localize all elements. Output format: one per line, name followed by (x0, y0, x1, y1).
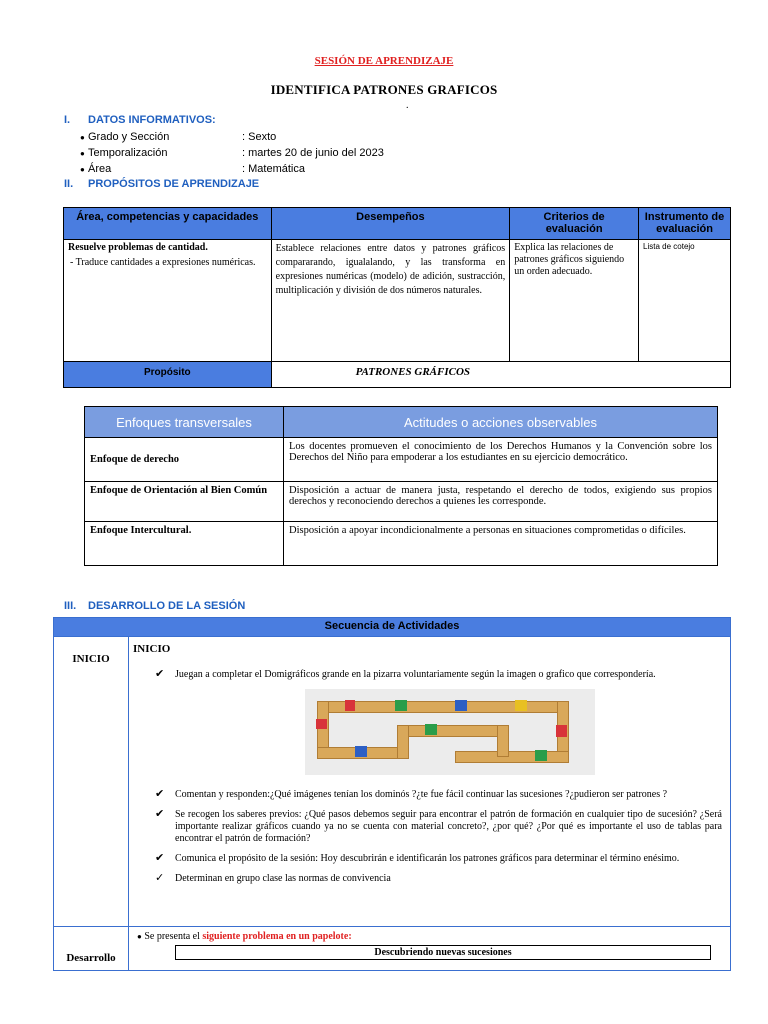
header-area: Área, competencias y capacidades (64, 208, 272, 240)
check-icon: ✔ (155, 668, 165, 680)
session-label: SESIÓN DE APRENDIZAJE (314, 55, 454, 67)
info-value: : Sexto (242, 131, 277, 143)
list-item (133, 873, 722, 885)
section-propositos-heading (64, 178, 259, 190)
enfoque-row (85, 482, 718, 522)
competencia-text: Resuelve problemas de cantidad. (68, 242, 208, 253)
check-icon: ✔ (155, 852, 165, 864)
list-item (133, 809, 722, 845)
section-title: DATOS INFORMATIVOS: (88, 114, 216, 126)
list-item-text: Juegan a completar el Domigráficos grande en la pizarra voluntariamente según la imagen o grafico que correspondería. (175, 669, 656, 680)
desarrollo-red-text: siguiente problema en un papelote: (202, 931, 352, 942)
header-criterios: Criterios de evaluación (510, 208, 639, 240)
section-title: DESARROLLO DE LA SESIÓN (88, 600, 246, 612)
problem-box: Descubriendo nuevas sucesiones (175, 945, 711, 960)
bullet-icon: ● (137, 932, 142, 941)
enfoque-row (85, 522, 718, 566)
bullet-icon: ● (80, 149, 85, 158)
check-icon: ✓ (155, 872, 165, 884)
enfoque-name: Enfoque de Orientación al Bien Común (85, 482, 284, 522)
cell-competencia (64, 240, 272, 362)
section-number: III. (64, 600, 77, 612)
section-datos-heading (64, 114, 216, 126)
capacidad-text: - Traduce cantidades a expresiones numéricas. (70, 257, 256, 268)
list-item (133, 669, 722, 681)
desarrollo-intro-text: Se presenta el (144, 931, 203, 942)
secuencia-title: Secuencia de Actividades (54, 618, 731, 637)
info-label: Grado y Sección (88, 131, 170, 143)
propositos-table (63, 207, 731, 388)
enfoque-name: Enfoque Intercultural. (85, 522, 284, 566)
check-icon: ✔ (155, 788, 165, 800)
header-enfoques: Enfoques transversales (85, 407, 284, 438)
section-desarrollo-heading (64, 600, 245, 612)
section-number: II. (64, 178, 74, 190)
title-dot: . (406, 100, 409, 111)
domino-image (305, 689, 595, 775)
info-value: : Matemática (242, 163, 305, 175)
header-actitudes: Actitudes o acciones observables (284, 407, 718, 438)
enfoque-actitud: Disposición a apoyar incondicionalmente a personas en situaciones comprometidas o difíciles. (284, 522, 718, 566)
cell-desempeno: Establece relaciones entre datos y patrones gráficos compararando, igualalando, y las transforma en expresiones numéricas (modelo) de adición, sustracción, multiplicación y división de dos números naturales. (271, 240, 510, 362)
enfoques-table (84, 406, 718, 566)
page-title: IDENTIFICA PATRONES GRAFICOS (270, 82, 498, 97)
info-label: Temporalización (88, 147, 168, 159)
list-item (133, 789, 722, 801)
phase-desarrollo-label: Desarrollo (54, 927, 129, 971)
secuencia-table (53, 617, 731, 971)
proposito-label: Propósito (64, 362, 272, 388)
section-title: PROPÓSITOS DE APRENDIZAJE (88, 178, 260, 190)
inicio-content (129, 637, 731, 927)
proposito-value: PATRONES GRÁFICOS (271, 362, 730, 388)
cell-criterio: Explica las relaciones de patrones gráficos siguiendo un orden adecuado. (510, 240, 639, 362)
check-icon: ✔ (155, 808, 165, 820)
info-label: Área (88, 163, 112, 175)
phase-inicio-label: INICIO (54, 637, 129, 927)
cell-instrumento: Lista de cotejo (639, 240, 731, 362)
enfoque-actitud: Disposición a actuar de manera justa, respetando el derecho de todos, exigiendo sus propios derechos y reconociendo derechos a quienes les corresponde. (284, 482, 718, 522)
list-item (133, 853, 722, 865)
list-item-text: Se recogen los saberes previos: ¿Qué pasos debemos seguir para encontrar el patrón de formación en cualquier tipo de sucesión? ¿Será importante realizar gráficos cuando ya no se cuenta con material concreto?, ¿por qué? ¿Por qué es importante el uso de tablas para encontrar el patrón de formación? (175, 809, 722, 844)
header-instrumento: Instrumento de evaluación (639, 208, 731, 240)
list-item-text: Comentan y responden:¿Qué imágenes tenían los dominós ?¿te fue fácil continuar las sucesiones ?¿pudieron ser patrones ? (175, 789, 668, 800)
desarrollo-intro (137, 931, 722, 942)
enfoque-row (85, 438, 718, 482)
desarrollo-content (129, 927, 731, 971)
info-value: : martes 20 de junio del 2023 (242, 147, 384, 159)
list-item-text: Comunica el propósito de la sesión: Hoy descubrirán e identificarán los patrones gráficos para determinar el término enésimo. (175, 853, 680, 864)
enfoque-name: Enfoque de derecho (85, 438, 284, 482)
header-desempenos: Desempeños (271, 208, 510, 240)
section-number: I. (64, 114, 71, 126)
list-item-text: Determinan en grupo clase las normas de convivencia (175, 873, 391, 884)
bullet-icon: ● (80, 133, 85, 142)
bullet-icon: ● (80, 165, 85, 174)
inicio-heading: INICIO (133, 643, 171, 655)
enfoque-actitud: Los docentes promueven el conocimiento de los Derechos Humanos y la Convención sobre los Derechos del Niño para empoderar a los estudiantes en su ejercicio democrático. (284, 438, 718, 482)
